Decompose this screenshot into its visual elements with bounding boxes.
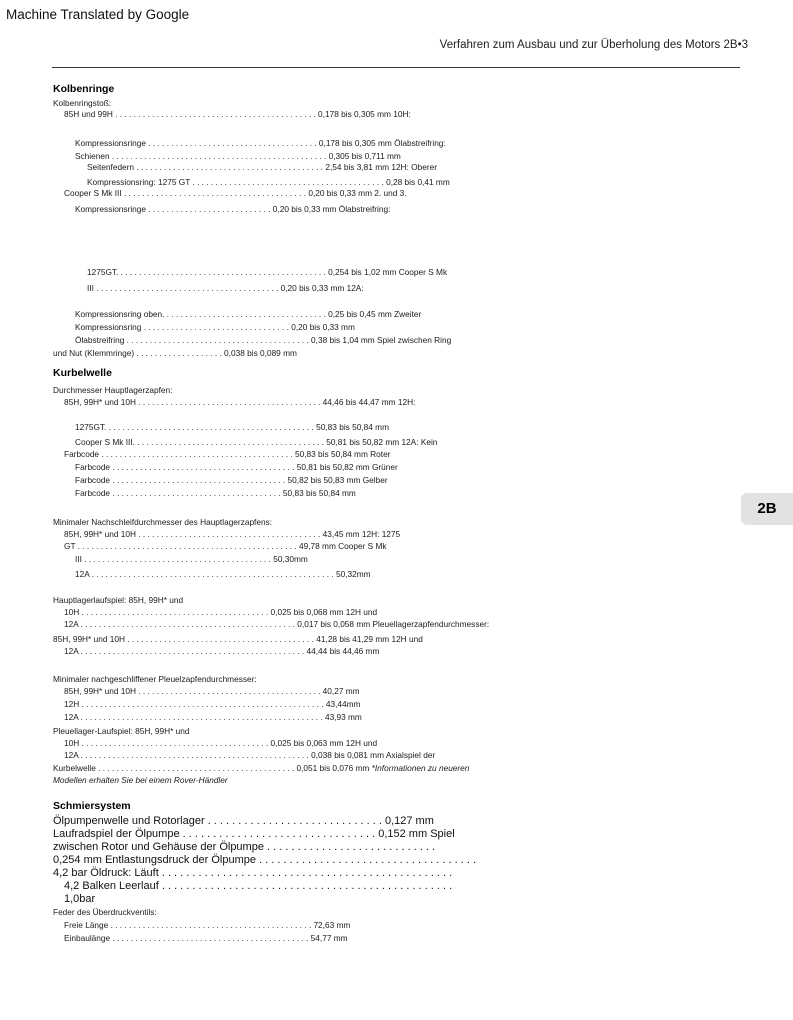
spec-line: Kurbelwelle . . . . . . . . . . . . . . . . . . . . . . . . . . . . . . . . . . . . . . . . . . . 0,051 bis 0,076 mm [53,763,372,773]
spec-line: Kolbenringstoß: [53,98,112,108]
spec-line: Freie Länge . . . . . . . . . . . . . . . . . . . . . . . . . . . . . . . . . . . . . . . . . . . . 72,63 mm [64,920,351,930]
machine-translation-banner: Machine Translated by Google [6,7,190,22]
spec-line-large: 1,0bar [64,893,96,905]
spec-line: Pleuellager-Laufspiel: 85H, 99H* und [53,726,190,736]
spec-line: Farbcode . . . . . . . . . . . . . . . . . . . . . . . . . . . . . . . . . . . . . . 50,82 bis 50,83 mm Gelber [75,475,388,485]
spec-line: 12A . . . . . . . . . . . . . . . . . . . . . . . . . . . . . . . . . . . . . . . . . . . . . . . . . . . . . 50,32mm [75,569,371,579]
spec-line: Durchmesser Hauptlagerzapfen: [53,385,173,395]
spec-line-large: Ölpumpenwelle und Rotorlager . . . . . . . . . . . . . . . . . . . . . . . . . . . . . 0,127 mm [53,815,434,827]
spec-line: Farbcode . . . . . . . . . . . . . . . . . . . . . . . . . . . . . . . . . . . . . 50,83 bis 50,84 mm [75,488,356,498]
spec-line: 85H, 99H* und 10H . . . . . . . . . . . . . . . . . . . . . . . . . . . . . . . . . . . . . . . . . 41,28 bis 41,29 mm 12H und [53,634,423,644]
spec-line: 12A . . . . . . . . . . . . . . . . . . . . . . . . . . . . . . . . . . . . . . . . . . . . . . . . . . 0,038 bis 0,081 mm Axialspiel der [64,750,436,760]
spec-line: Minimaler nachgeschliffener Pleuelzapfendurchmesser: [53,674,257,684]
spec-line: 1275GT. . . . . . . . . . . . . . . . . . . . . . . . . . . . . . . . . . . . . . . . . . . . . . 50,83 bis 50,84 mm [75,422,390,432]
spec-line: Einbaulänge . . . . . . . . . . . . . . . . . . . . . . . . . . . . . . . . . . . . . . . . . . . 54,77 mm [64,933,348,943]
spec-line: 12A . . . . . . . . . . . . . . . . . . . . . . . . . . . . . . . . . . . . . . . . . . . . . . . . . . . . . 43,93 mm [64,712,362,722]
spec-line: 10H . . . . . . . . . . . . . . . . . . . . . . . . . . . . . . . . . . . . . . . . . 0,025 bis 0,068 mm 12H und [64,607,378,617]
section-heading-schmiersystem: Schmiersystem [53,800,131,812]
spec-line: 85H, 99H* und 10H . . . . . . . . . . . . . . . . . . . . . . . . . . . . . . . . . . . . . . . . 43,45 mm 12H: 1275 [64,529,401,539]
spec-line: Seitenfedern . . . . . . . . . . . . . . . . . . . . . . . . . . . . . . . . . . . . . . . . . 2,54 bis 3,81 mm 12H: Oberer [87,162,437,172]
spec-line: Kompressionsring oben. . . . . . . . . . . . . . . . . . . . . . . . . . . . . . . . . . . . 0,25 bis 0,45 mm Zweiter [75,309,422,319]
spec-line: GT . . . . . . . . . . . . . . . . . . . . . . . . . . . . . . . . . . . . . . . . . . . . . . . . 49,78 mm Cooper S Mk [64,541,387,551]
header-divider [52,67,740,68]
spec-line: 12A . . . . . . . . . . . . . . . . . . . . . . . . . . . . . . . . . . . . . . . . . . . . . . . 0,017 bis 0,058 mm Pleuellagerzapfendurchmesser: [64,619,490,629]
spec-line: Ölabstreifring . . . . . . . . . . . . . . . . . . . . . . . . . . . . . . . . . . . . . . . . 0,38 bis 1,04 mm Spiel zwischen Ring [75,335,452,345]
spec-line: und Nut (Klemmringe) . . . . . . . . . . . . . . . . . . . 0,038 bis 0,089 mm [53,348,297,358]
section-heading-kurbelwelle: Kurbelwelle [53,367,112,379]
chapter-tab: 2B [741,493,793,525]
page-header-title: Verfahren zum Ausbau und zur Überholung des Motors 2B•3 [439,39,748,51]
spec-line: Schienen . . . . . . . . . . . . . . . . . . . . . . . . . . . . . . . . . . . . . . . . . . . . . . . 0,305 bis 0,711 mm [75,151,401,161]
spec-line: Kompressionsringe . . . . . . . . . . . . . . . . . . . . . . . . . . . . . . . . . . . . . 0,178 bis 0,305 mm Ölabstreifring: [75,138,446,148]
spec-line: 10H . . . . . . . . . . . . . . . . . . . . . . . . . . . . . . . . . . . . . . . . . 0,025 bis 0,063 mm 12H und [64,738,378,748]
spec-line: Cooper S Mk III. . . . . . . . . . . . . . . . . . . . . . . . . . . . . . . . . . . . . . . . . . 50,81 bis 50,82 mm 12A: Kein [75,437,438,447]
spec-line: Kompressionsringe . . . . . . . . . . . . . . . . . . . . . . . . . . . 0,20 bis 0,33 mm Ölabstreifring: [75,204,391,214]
footnote-text: Modellen erhalten Sie bei einem Rover-Händler [53,775,228,785]
footnote-text: *Informationen zu neueren [371,763,470,773]
spec-line: Farbcode . . . . . . . . . . . . . . . . . . . . . . . . . . . . . . . . . . . . . . . . 50,81 bis 50,82 mm Grüner [75,462,398,472]
spec-line: Kompressionsring . . . . . . . . . . . . . . . . . . . . . . . . . . . . . . . . 0,20 bis 0,33 mm [75,322,355,332]
spec-line: Kompressionsring: 1275 GT . . . . . . . . . . . . . . . . . . . . . . . . . . . . . . . . . . . . . . . . . . 0,28 bis 0,41 mm [87,177,450,187]
spec-line: 85H, 99H* und 10H . . . . . . . . . . . . . . . . . . . . . . . . . . . . . . . . . . . . . . . . 44,46 bis 44,47 mm 12H: [64,397,416,407]
spec-line: Feder des Überdruckventils: [53,907,157,917]
spec-line-large: 0,254 mm Entlastungsdruck der Ölpumpe . . . . . . . . . . . . . . . . . . . . . . . . . . . . . . . . . . . . [53,854,477,866]
spec-line-large: 4,2 bar Öldruck: Läuft . . . . . . . . . . . . . . . . . . . . . . . . . . . . . . . . . . . . . . . . . . . . . . . . [53,867,453,879]
spec-line: 12H . . . . . . . . . . . . . . . . . . . . . . . . . . . . . . . . . . . . . . . . . . . . . . . . . . . . . 43,44mm [64,699,361,709]
spec-line: Hauptlagerlaufspiel: 85H, 99H* und [53,595,184,605]
spec-line: Cooper S Mk III . . . . . . . . . . . . . . . . . . . . . . . . . . . . . . . . . . . . . . . . 0,20 bis 0,33 mm 2. und 3. [64,188,407,198]
section-heading-kolbenringe: Kolbenringe [53,83,115,95]
spec-line: Minimaler Nachschleifdurchmesser des Hauptlagerzapfens: [53,517,273,527]
spec-line: III . . . . . . . . . . . . . . . . . . . . . . . . . . . . . . . . . . . . . . . . . 50,30mm [75,554,308,564]
spec-line: 85H, 99H* und 10H . . . . . . . . . . . . . . . . . . . . . . . . . . . . . . . . . . . . . . . . 40,27 mm [64,686,360,696]
spec-line: 12A . . . . . . . . . . . . . . . . . . . . . . . . . . . . . . . . . . . . . . . . . . . . . . . . . 44,44 bis 44,46 mm [64,646,380,656]
spec-line-large: Laufradspiel der Ölpumpe . . . . . . . . . . . . . . . . . . . . . . . . . . . . . . . . 0,152 mm Spiel [53,828,455,840]
spec-line: 1275GT. . . . . . . . . . . . . . . . . . . . . . . . . . . . . . . . . . . . . . . . . . . . . . 0,254 bis 1,02 mm Cooper S Mk [87,267,448,277]
spec-line-with-note [53,763,469,773]
spec-line: III . . . . . . . . . . . . . . . . . . . . . . . . . . . . . . . . . . . . . . . . 0,20 bis 0,33 mm 12A: [87,283,364,293]
spec-line: Farbcode . . . . . . . . . . . . . . . . . . . . . . . . . . . . . . . . . . . . . . . . . . 50,83 bis 50,84 mm Roter [64,449,391,459]
spec-line: 85H und 99H . . . . . . . . . . . . . . . . . . . . . . . . . . . . . . . . . . . . . . . . . . . . 0,178 bis 0,305 mm 10H: [64,109,411,119]
spec-line-large: zwischen Rotor und Gehäuse der Ölpumpe . . . . . . . . . . . . . . . . . . . . . . . . . . . . [53,841,436,853]
spec-line-large: 4,2 Balken Leerlauf . . . . . . . . . . . . . . . . . . . . . . . . . . . . . . . . . . . . . . . . . . . . . . . . [64,880,453,892]
